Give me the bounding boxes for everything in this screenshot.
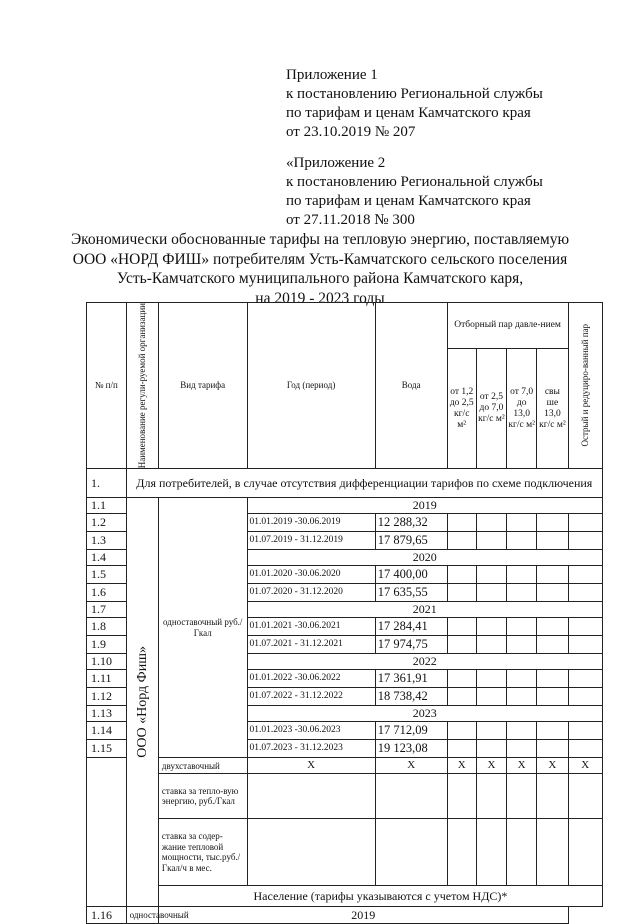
appendix-1-line: Приложение 1	[286, 67, 378, 83]
steam-cell	[476, 670, 506, 688]
heat-rate-row	[87, 774, 603, 819]
x-mark: X	[568, 758, 602, 774]
year-label: 2021	[247, 602, 602, 618]
steam-cell	[537, 740, 568, 758]
title-line: ООО «НОРД ФИШ» потребителям Усть-Камчатского сельского поселения	[72, 250, 568, 268]
header-steam-3: от 7,0 до 13,0 кг/с м²	[507, 349, 537, 469]
population-section-row	[87, 886, 603, 907]
empty-cell	[447, 774, 476, 819]
row-num: 1.6	[87, 584, 127, 602]
header-num: № п/п	[87, 303, 127, 469]
header-tariff-type: Вид тарифа	[158, 303, 247, 469]
row-num-empty	[87, 758, 127, 907]
empty-cell	[447, 819, 476, 886]
org-name-cell	[126, 498, 158, 907]
appendix-1-header	[286, 66, 543, 142]
two-part-tariff-row	[87, 758, 603, 774]
steam-cell	[476, 514, 506, 532]
header-reduced-steam-text: Острый и редуциро-ванный пар	[580, 324, 591, 447]
steam-cell	[507, 618, 537, 636]
empty-cell	[247, 819, 375, 886]
steam-cell	[507, 688, 537, 706]
reduced-steam-cell	[568, 514, 602, 532]
water-value: 17 400,00	[375, 566, 447, 584]
water-value: 17 361,91	[375, 670, 447, 688]
period-cell: 01.01.2022 -30.06.2022	[247, 670, 375, 688]
appendix-2-line: по тарифам и ценам Камчатского края	[286, 193, 531, 209]
steam-cell	[476, 584, 506, 602]
x-mark: X	[537, 758, 568, 774]
section-1-num: 1.	[87, 469, 127, 498]
title-line: Экономически обоснованные тарифы на тепловую энергию, поставляемую	[70, 231, 570, 248]
steam-cell	[476, 740, 506, 758]
header-water: Вода	[375, 303, 447, 469]
steam-cell	[507, 670, 537, 688]
reduced-steam-cell	[568, 722, 602, 740]
header-steam-1: от 1,2 до 2,5 кг/с м²	[447, 349, 476, 469]
period-cell: 01.01.2019 -30.06.2019	[247, 514, 375, 532]
steam-cell	[476, 618, 506, 636]
two-part-label: двухставочный	[158, 758, 247, 774]
row-num: 1.12	[87, 688, 127, 706]
period-cell: 01.07.2019 - 31.12.2019	[247, 532, 375, 550]
appendix-1-line: по тарифам и ценам Камчатского края	[286, 105, 531, 121]
steam-cell	[507, 740, 537, 758]
steam-cell	[447, 670, 476, 688]
row-num: 1.9	[87, 636, 127, 654]
reduced-steam-cell	[568, 566, 602, 584]
water-value: 17 974,75	[375, 636, 447, 654]
empty-cell	[507, 819, 537, 886]
water-value: 12 288,32	[375, 514, 447, 532]
steam-cell	[537, 618, 568, 636]
row-num: 1.1	[87, 498, 127, 514]
steam-cell	[507, 532, 537, 550]
year-label: 2023	[247, 706, 602, 722]
population-section-text: Население (тарифы указываются с учетом НДС)*	[158, 886, 602, 907]
reduced-steam-cell	[568, 584, 602, 602]
row-num: 1.10	[87, 654, 127, 670]
reduced-steam-cell	[568, 688, 602, 706]
period-cell: 01.07.2023 - 31.12.2023	[247, 740, 375, 758]
reduced-steam-cell	[568, 618, 602, 636]
steam-cell	[476, 566, 506, 584]
steam-cell	[537, 688, 568, 706]
heat-rate-label: ставка за тепло-вую энергию, руб./Гкал	[158, 774, 247, 819]
steam-cell	[447, 636, 476, 654]
capacity-rate-label: ставка за содер-жание тепловой мощности, тыс.руб./Гкал/ч в мес.	[158, 819, 247, 886]
reduced-steam-cell	[568, 670, 602, 688]
year-label: 2019	[247, 498, 602, 514]
appendix-1-line: от 23.10.2019 № 207	[286, 124, 416, 140]
row-num: 1.15	[87, 740, 127, 758]
water-value: 17 635,55	[375, 584, 447, 602]
org-name: ООО «Норд Фиш»	[134, 646, 150, 759]
row-num: 1.5	[87, 566, 127, 584]
steam-cell	[447, 722, 476, 740]
steam-cell	[447, 618, 476, 636]
water-value: 18 738,42	[375, 688, 447, 706]
period-cell: 01.07.2021 - 31.12.2021	[247, 636, 375, 654]
reduced-steam-cell	[568, 636, 602, 654]
tariff-type-cell: одноставочный	[126, 907, 158, 924]
one-part-tariff-label: одноставочный руб./Гкал	[158, 498, 247, 758]
section-1-text: Для потребителей, в случае отсутствия дифференциации тарифов по схеме подключения	[126, 469, 602, 498]
header-steam-2: от 2,5 до 7,0 кг/с м²	[476, 349, 506, 469]
title-line: на 2019 - 2023 годы	[255, 289, 385, 307]
water-value: 17 879,65	[375, 532, 447, 550]
water-value: 17 712,09	[375, 722, 447, 740]
empty-cell	[537, 774, 568, 819]
title-line: Усть-Камчатского муниципального района Камчатского каря,	[116, 270, 524, 287]
row-num: 1.13	[87, 706, 127, 722]
row-num: 1.7	[87, 602, 127, 618]
period-cell: 01.01.2023 -30.06.2023	[247, 722, 375, 740]
year-label: 2022	[247, 654, 602, 670]
water-value: 17 284,41	[375, 618, 447, 636]
appendix-2-line: к постановлению Региональной службы	[286, 174, 543, 190]
appendix-1-line: к постановлению Региональной службы	[286, 86, 543, 102]
table-row	[87, 907, 603, 924]
empty-cell	[247, 774, 375, 819]
header-steam-group: Отборный пар давле-нием	[447, 303, 568, 349]
water-value: 19 123,08	[375, 740, 447, 758]
x-mark: X	[447, 758, 476, 774]
empty-cell	[476, 774, 506, 819]
appendix-2-header	[286, 154, 543, 230]
empty-cell	[568, 774, 602, 819]
year-label: 2019	[158, 907, 568, 924]
row-num: 1.14	[87, 722, 127, 740]
row-num: 1.4	[87, 550, 127, 566]
row-num: 1.16	[87, 907, 127, 924]
table-header-row	[87, 303, 603, 349]
steam-cell	[537, 670, 568, 688]
steam-cell	[447, 688, 476, 706]
empty-cell	[375, 819, 447, 886]
steam-cell	[476, 532, 506, 550]
appendix-2-line: от 27.11.2018 № 300	[286, 212, 415, 228]
table-row	[87, 498, 603, 514]
appendix-2-line: «Приложение 2	[286, 155, 386, 171]
steam-cell	[537, 722, 568, 740]
x-mark: X	[507, 758, 537, 774]
tariff-table	[86, 302, 603, 924]
steam-cell	[507, 584, 537, 602]
x-mark: X	[375, 758, 447, 774]
steam-cell	[507, 514, 537, 532]
header-reduced-steam	[568, 303, 602, 469]
row-num: 1.2	[87, 514, 127, 532]
header-org-name-text: Наименование регули-руемой организации	[137, 303, 148, 469]
row-num: 1.11	[87, 670, 127, 688]
year-label: 2020	[247, 550, 602, 566]
steam-cell	[507, 636, 537, 654]
steam-cell	[447, 584, 476, 602]
steam-cell	[447, 740, 476, 758]
x-mark: X	[476, 758, 506, 774]
steam-cell	[537, 566, 568, 584]
empty-cell	[375, 774, 447, 819]
steam-cell	[507, 722, 537, 740]
steam-cell	[476, 688, 506, 706]
steam-cell	[447, 514, 476, 532]
steam-cell	[507, 566, 537, 584]
header-steam-4: свы ше 13,0 кг/с м²	[537, 349, 568, 469]
header-org-name	[126, 303, 158, 469]
row-num: 1.8	[87, 618, 127, 636]
steam-cell	[447, 566, 476, 584]
capacity-rate-row	[87, 819, 603, 886]
steam-cell	[537, 584, 568, 602]
period-cell: 01.01.2021 -30.06.2021	[247, 618, 375, 636]
reduced-steam-cell	[568, 740, 602, 758]
section-1-row	[87, 469, 603, 498]
header-period: Год (период)	[247, 303, 375, 469]
steam-cell	[476, 722, 506, 740]
steam-cell	[447, 532, 476, 550]
period-cell: 01.01.2020 -30.06.2020	[247, 566, 375, 584]
steam-cell	[537, 514, 568, 532]
steam-cell	[537, 532, 568, 550]
empty-cell	[568, 819, 602, 886]
empty-cell	[476, 819, 506, 886]
x-mark: X	[247, 758, 375, 774]
empty-cell	[507, 774, 537, 819]
row-num: 1.3	[87, 532, 127, 550]
steam-cell	[537, 636, 568, 654]
document-title	[0, 230, 640, 308]
steam-cell	[476, 636, 506, 654]
period-cell: 01.07.2022 - 31.12.2022	[247, 688, 375, 706]
period-cell: 01.07.2020 - 31.12.2020	[247, 584, 375, 602]
empty-cell	[537, 819, 568, 886]
reduced-steam-cell	[568, 532, 602, 550]
